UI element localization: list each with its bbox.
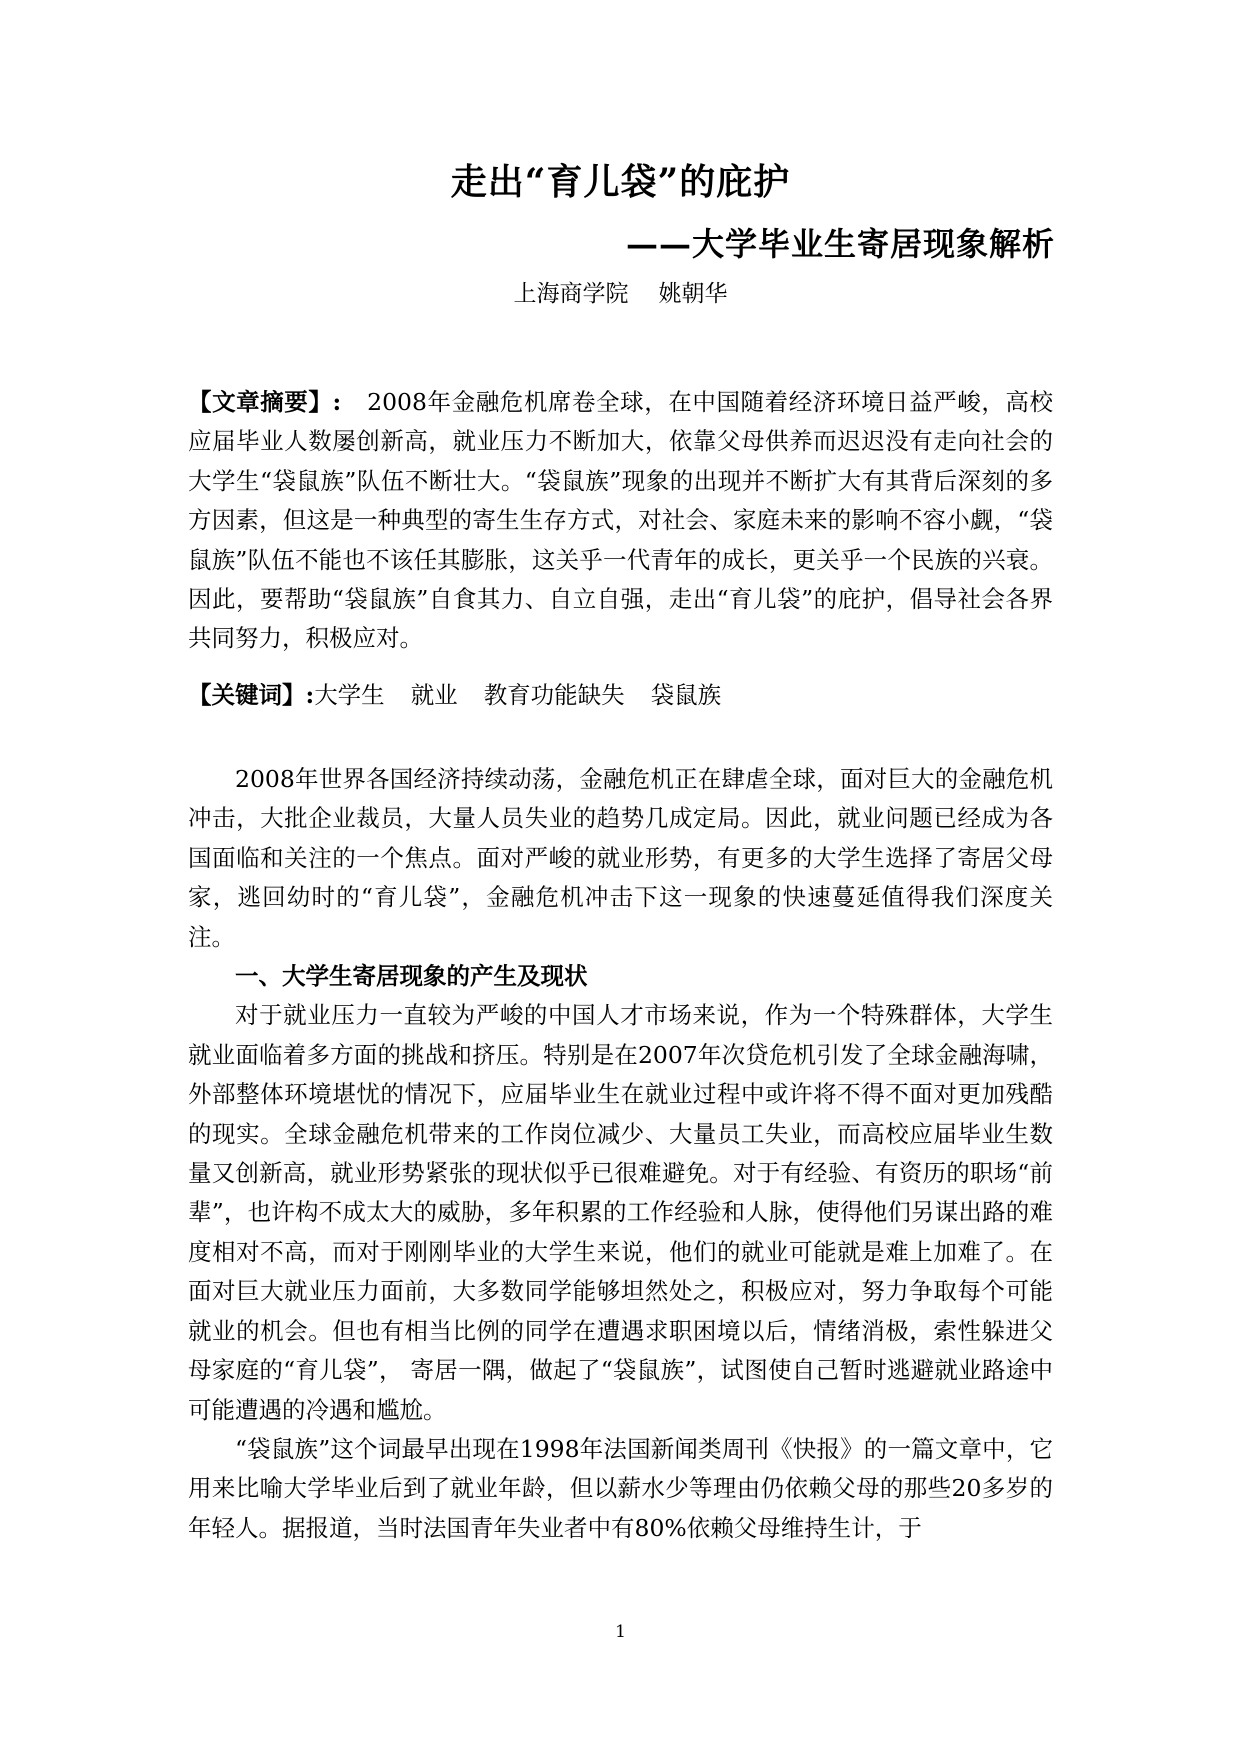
byline: [0, 276, 1241, 312]
keyword: 袋鼠族: [650, 681, 722, 709]
keyword: 大学生: [314, 681, 385, 709]
abstract-label: 【文章摘要】:: [188, 388, 342, 416]
body-paragraph: 2008年世界各国经济持续动荡，金融危机正在肆虐全球，面对巨大的金融危机冲击，大批企业裁员，大量人员失业的趋势几成定局。因此，就业问题已经成为各国面临和关注的一个焦点。面对严峻的就业形势，有更多的大学生选择了寄居父母家，逃回幼时的“育儿袋”，金融危机冲击下这一现象的快速蔓延值得我们深度关注。: [188, 765, 1053, 951]
document-title: 走出“育儿袋”的庇护: [450, 161, 791, 203]
keywords-line: [188, 676, 747, 715]
document-subtitle: ——大学毕业生寄居现象解析: [625, 225, 1055, 263]
affiliation: 上海商学院: [513, 281, 629, 307]
page-number: 1: [615, 1622, 626, 1642]
abstract-section: [188, 383, 1053, 659]
keyword: 就业: [410, 681, 458, 709]
main-body: [188, 760, 1053, 1548]
abstract-text: 2008年金融危机席卷全球，在中国随着经济环境日益严峻，高校应届毕业人数屡创新高，就业压力不断加大，依靠父母供养而迟迟没有走向社会的大学生“袋鼠族”队伍不断壮大。“袋鼠族”现象的出现并不断扩大有其背后深刻的多方因素，但这是一种典型的寄生生存方式，对社会、家庭未来的影响不容小觑，“袋鼠族”队伍不能也不该任其膨胀，这关乎一代青年的成长，更关乎一个民族的兴衰。因此，要帮助“袋鼠族”自食其力、自立自强，走出“育儿袋”的庇护，倡导社会各界共同努力，积极应对。: [188, 388, 1053, 653]
keywords-label: 【关键词】:: [188, 681, 315, 709]
author-name: 姚朝华: [658, 281, 728, 307]
body-paragraph: 对于就业压力一直较为严峻的中国人才市场来说，作为一个特殊群体，大学生就业面临着多方面的挑战和挤压。特别是在2007年次贷危机引发了全球金融海啸，外部整体环境堪忧的情况下，应届毕业生在就业过程中或许将不得不面对更加残酷的现实。全球金融危机带来的工作岗位减少、大量员工失业，而高校应届毕业生数量又创新高，就业形势紧张的现状似乎已很难避免。对于有经验、有资历的职场“前辈”，也许构不成太大的威胁，多年积累的工作经验和人脉，使得他们另谋出路的难度相对不高，而对于刚刚毕业的大学生来说，他们的就业可能就是难上加难了。在面对巨大就业压力面前，大多数同学能够坦然处之，积极应对，努力争取每个可能就业的机会。但也有相当比例的同学在遭遇求职困境以后，情绪消极，索性躲进父母家庭的“育儿袋”， 寄居一隅，做起了“袋鼠族”，试图使自己暂时逃避就业路途中可能遭遇的冷遇和尴尬。: [188, 1001, 1053, 1424]
abstract-paragraph: [188, 383, 1053, 659]
keyword: 教育功能缺失: [483, 681, 625, 709]
body-paragraph: “袋鼠族”这个词最早出现在1998年法国新闻类周刊《快报》的一篇文章中，它用来比喻大学毕业后到了就业年龄，但以薪水少等理由仍依赖父母的那些20多岁的年轻人。据报道，当时法国青年失业者中有80%依赖父母维持生计，于: [188, 1434, 1053, 1542]
section-heading: 一、大学生寄居现象的产生及现状: [235, 962, 588, 991]
